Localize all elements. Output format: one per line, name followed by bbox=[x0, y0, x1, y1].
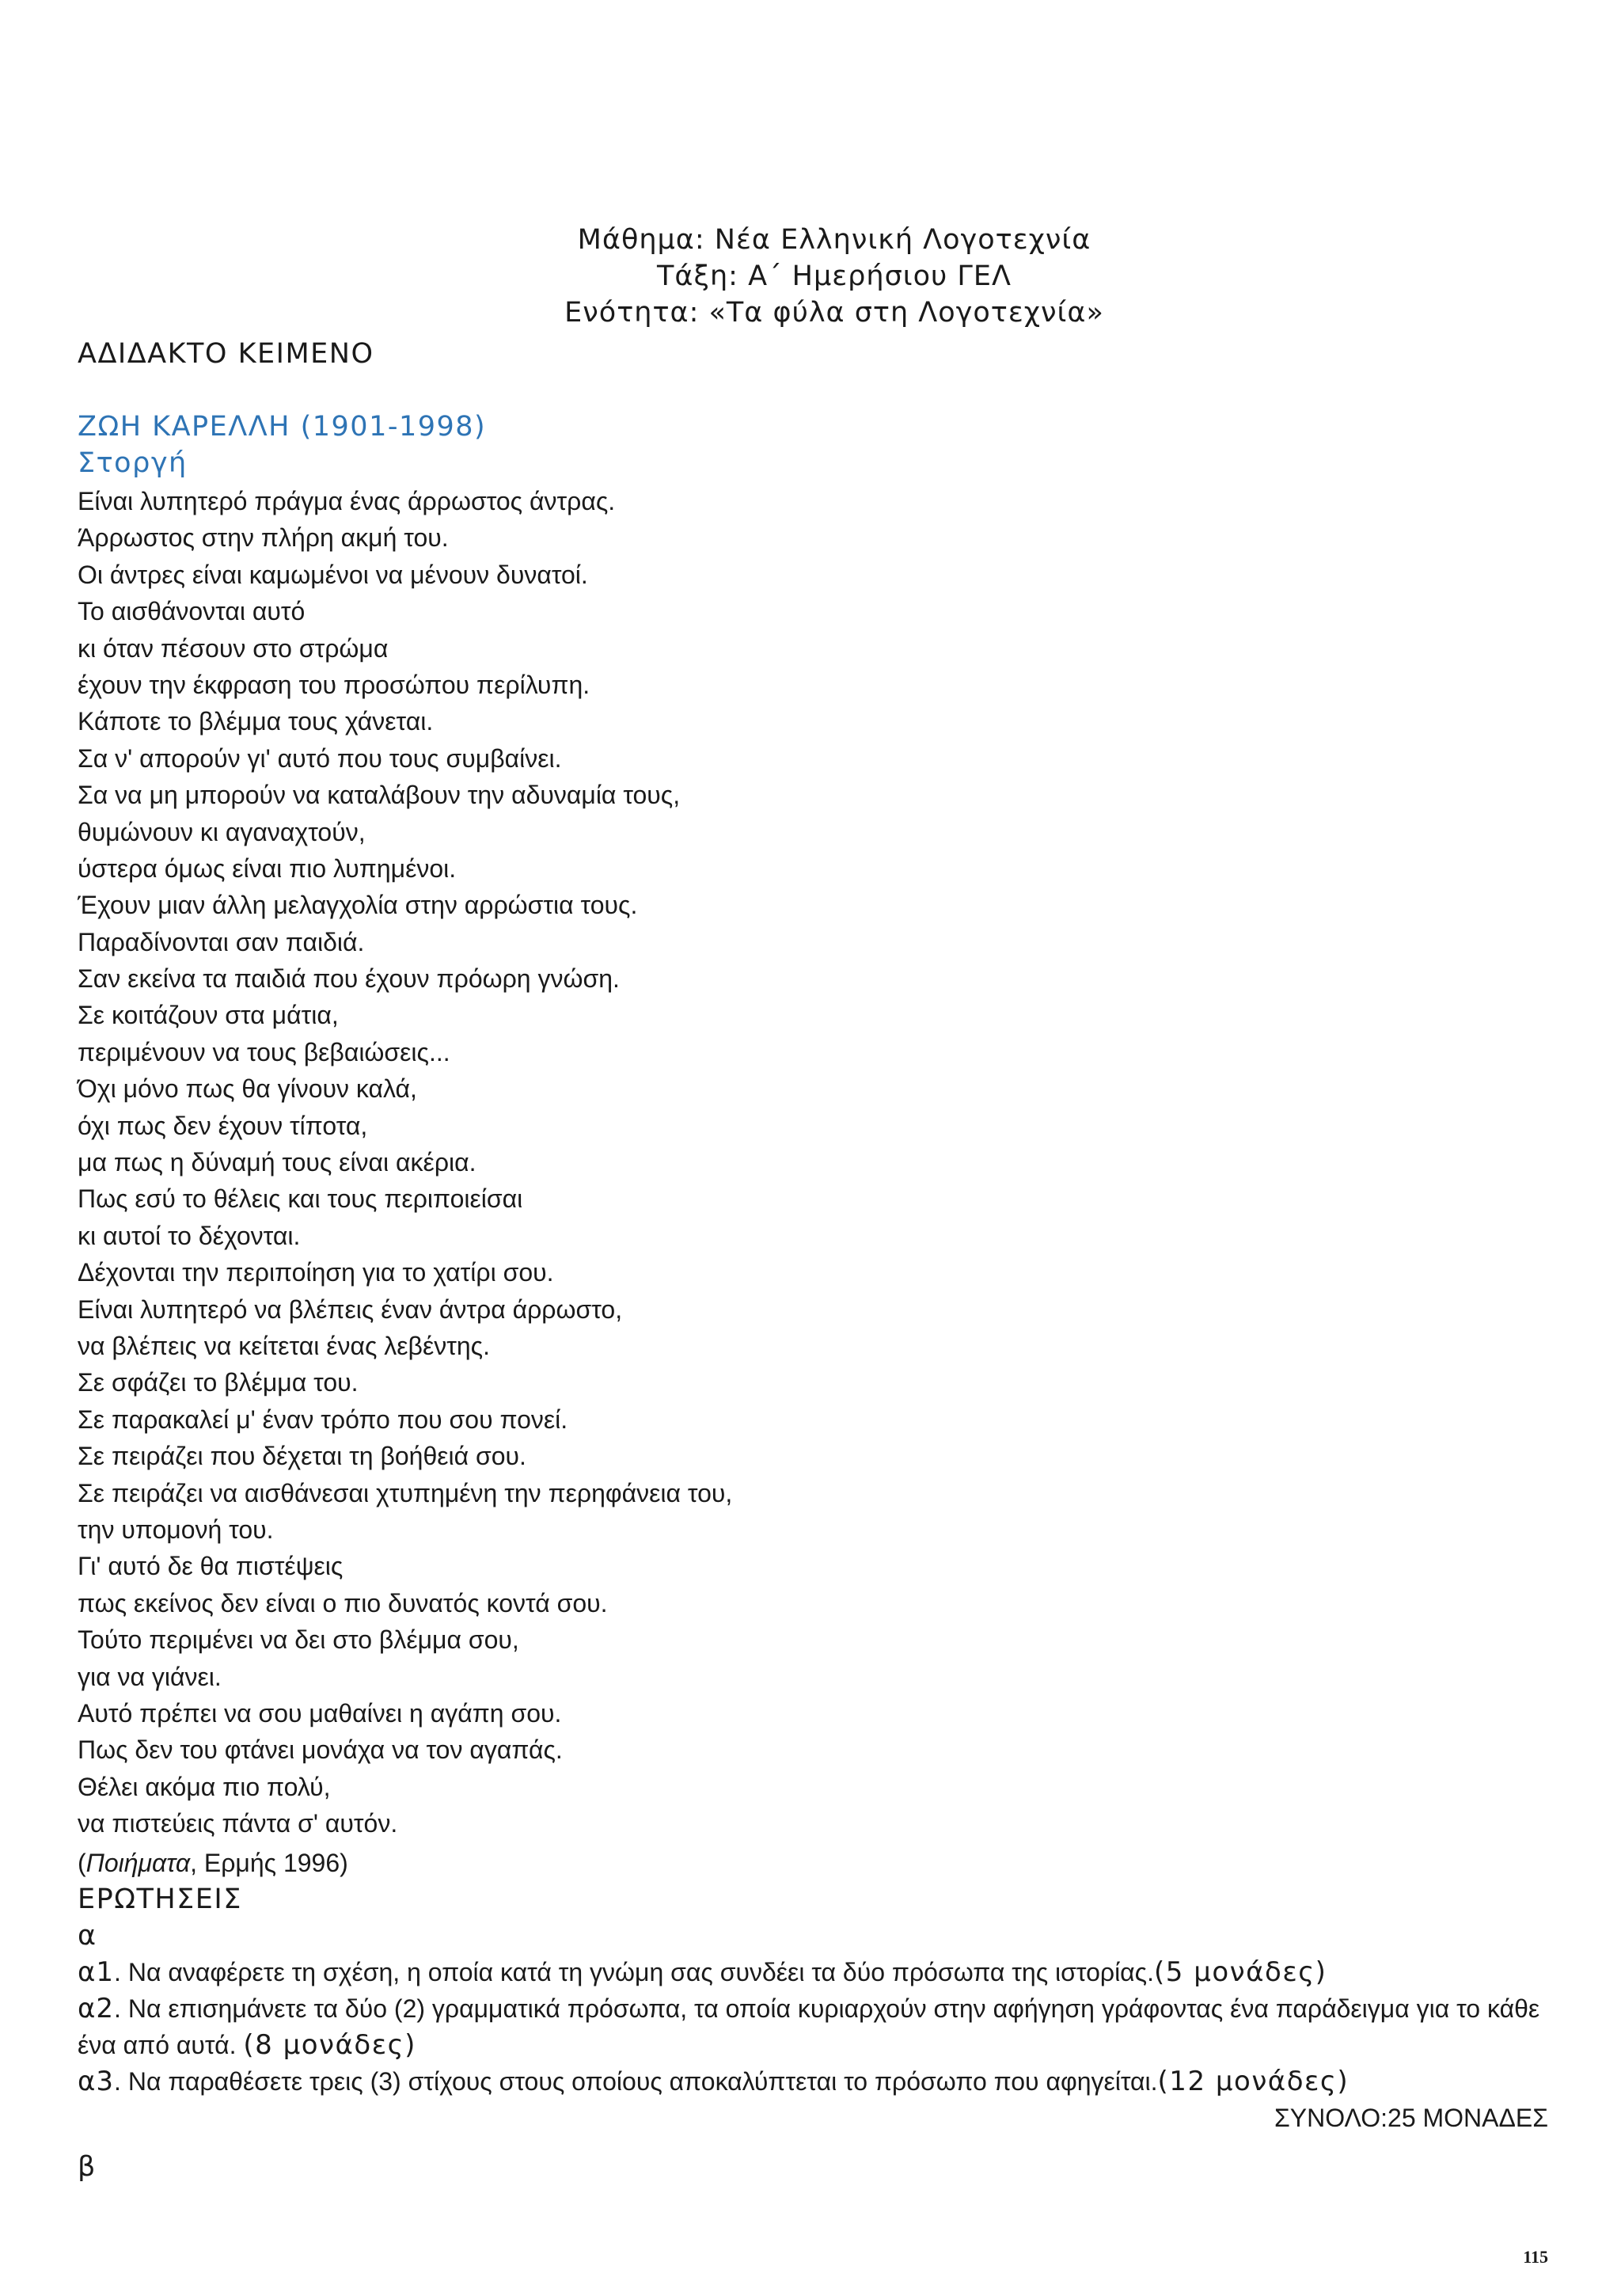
poem-line: Σε πειράζει να αισθάνεσαι χτυπημένη την περηφάνεια του, bbox=[78, 1478, 733, 1507]
poem-line: Σα να μη μπορούν να καταλάβουν την αδυναμία τους, bbox=[78, 781, 681, 810]
poem-line: Σα ν' απορούν γι' αυτό που τους συμβαίνει. bbox=[78, 743, 562, 773]
poem-body bbox=[78, 483, 1581, 1842]
poem-line: Οι άντρες είναι καμωμένοι να μένουν δυνατοί. bbox=[78, 560, 588, 589]
poem-line: πως εκείνος δεν είναι ο πιο δυνατός κοντά σου. bbox=[78, 1588, 608, 1617]
section-label: ΑΔΙΔΑΚΤΟ ΚΕΙΜΕΝΟ bbox=[78, 338, 374, 370]
poem-line: Δέχονται την περιποίηση για το χατίρι σου. bbox=[78, 1258, 554, 1287]
question-text: . Να παραθέσετε τρεις (3) στίχους στους οποίους αποκαλύπτεται το πρόσωπο που αφηγείται. bbox=[114, 2067, 1158, 2096]
poem-line: Πως εσύ το θέλεις και τους περιποιείσαι bbox=[78, 1184, 523, 1214]
poem-line: θυμώνουν κι αγαναχτούν, bbox=[78, 817, 366, 846]
lesson-heading: Μάθημα: Νέα Ελληνική Λογοτεχνία bbox=[577, 224, 1091, 256]
poem-line: Σαν εκείνα τα παιδιά που έχουν πρόωρη γνώση. bbox=[78, 964, 620, 994]
question-number: α2 bbox=[78, 1993, 115, 2024]
poem-line: ύστερα όμως είναι πιο λυπημένοι. bbox=[78, 853, 457, 883]
source-open: ( bbox=[78, 1849, 86, 1877]
question-group-a-label: α bbox=[78, 1920, 97, 1952]
poem-line: Άρρωστος στην πλήρη ακμή του. bbox=[78, 523, 449, 553]
poem-title: Στοργή bbox=[78, 447, 188, 479]
poem-line: Όχι μόνο πως θα γίνουν καλά, bbox=[78, 1074, 417, 1104]
source-work-title: Ποιήματα bbox=[85, 1849, 191, 1877]
poem-line: Κάποτε το βλέμμα τους χάνεται. bbox=[78, 707, 434, 736]
question-points: (12 μονάδες) bbox=[1157, 2066, 1350, 2097]
question-group-b-label: β bbox=[78, 2151, 96, 2183]
question-text: . Να αναφέρετε τη σχέση, η οποία κατά τη γνώμη σας συνδέει τα δύο πρόσωπα της ιστορίας. bbox=[114, 1958, 1154, 1986]
document-header bbox=[0, 222, 1621, 331]
poem-line: Είναι λυπητερό πράγμα ένας άρρωστος άντρας. bbox=[78, 487, 616, 515]
question-number: α1 bbox=[78, 1956, 115, 1988]
poem-line: να βλέπεις να κείτεται ένας λεβέντης. bbox=[78, 1331, 490, 1360]
poem-line: κι αυτοί το δέχονται. bbox=[78, 1221, 301, 1250]
poem-line: Πως δεν του φτάνει μονάχα να τον αγαπάς. bbox=[78, 1735, 563, 1765]
poem-line: Σε πειράζει που δέχεται τη βοήθειά σου. bbox=[78, 1442, 526, 1471]
poem-line: κι όταν πέσουν στο στρώμα bbox=[78, 633, 389, 663]
poem-line: Σε σφάζει το βλέμμα του. bbox=[78, 1368, 359, 1397]
poem-line: Σε παρακαλεί μ' έναν τρόπο που σου πονεί. bbox=[78, 1405, 568, 1434]
poem-line: όχι πως δεν έχουν τίποτα, bbox=[78, 1111, 368, 1140]
poem-line: Έχουν μιαν άλλη μελαγχολία στην αρρώστια τους. bbox=[78, 891, 638, 920]
questions-title: ΕΡΩΤΗΣΕΙΣ bbox=[78, 1884, 242, 1915]
class-heading: Τάξη: Α΄ Ημερήσιου ΓΕΛ bbox=[657, 260, 1012, 292]
poem-author: ΖΩΗ ΚΑΡΕΛΛΗ (1901-1998) bbox=[78, 411, 487, 443]
question-points: (5 μονάδες) bbox=[1153, 1956, 1327, 1988]
poem-line: Γι' αυτό δε θα πιστέψεις bbox=[78, 1552, 344, 1581]
poem-line: Παραδίνονται σαν παιδιά. bbox=[78, 927, 365, 956]
total-points: ΣΥΝΟΛΟ:25 ΜΟΝΑΔΕΣ bbox=[1274, 2104, 1548, 2132]
poem-line: για να γιάνει. bbox=[78, 1662, 222, 1691]
question-a2 bbox=[78, 1990, 1558, 2063]
poem-line: να πιστεύεις πάντα σ' αυτόν. bbox=[78, 1809, 398, 1838]
unit-heading: Ενότητα: «Τα φύλα στη Λογοτεχνία» bbox=[564, 297, 1104, 329]
poem-line: έχουν την έκφραση του προσώπου περίλυπη. bbox=[78, 670, 590, 699]
question-a1 bbox=[78, 1954, 1558, 1990]
poem-line: Είναι λυπητερό να βλέπεις έναν άντρα άρρωστο, bbox=[78, 1294, 623, 1324]
poem-line: Το αισθάνονται αυτό bbox=[78, 597, 306, 626]
question-points: (8 μονάδες) bbox=[243, 2029, 416, 2061]
question-number: α3 bbox=[78, 2066, 115, 2097]
question-text: . Να επισημάνετε τα δύο (2) γραμματικά πρόσωπα, τα οποία κυριαρχούν στην αφήγηση γράφοντας ένα παράδειγμα για το κάθε ένα από αυτά. bbox=[78, 1994, 1540, 2059]
poem-line: Τούτο περιμένει να δει στο βλέμμα σου, bbox=[78, 1625, 519, 1655]
source-publisher: , Ερμής 1996) bbox=[190, 1849, 348, 1877]
poem-line: περιμένουν να τους βεβαιώσεις... bbox=[78, 1037, 450, 1066]
page-number: 115 bbox=[1523, 2247, 1548, 2267]
poem-line: μα πως η δύναμή τους είναι ακέρια. bbox=[78, 1148, 476, 1177]
poem-line: την υπομονή του. bbox=[78, 1515, 274, 1544]
poem-line: Θέλει ακόμα πιο πολύ, bbox=[78, 1772, 331, 1801]
poem-line: Αυτό πρέπει να σου μαθαίνει η αγάπη σου. bbox=[78, 1698, 562, 1728]
poem-source bbox=[78, 1845, 348, 1881]
poem-line: Σε κοιτάζουν στα μάτια, bbox=[78, 1001, 339, 1030]
question-a3 bbox=[78, 2063, 1558, 2100]
